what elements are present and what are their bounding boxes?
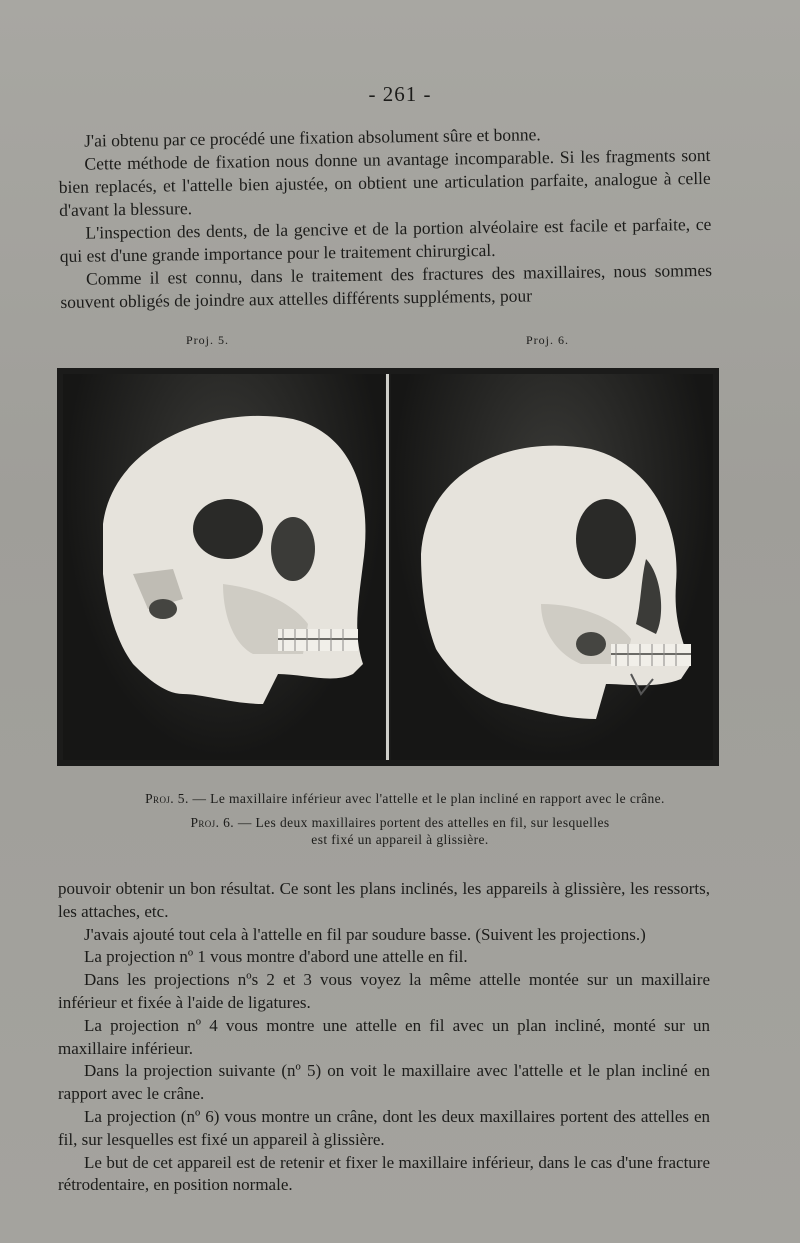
skull-photo-proj-5 — [63, 374, 385, 760]
paragraph: Comme il est connu, dans le traitement des fractures des maxillaires, nous sommes souvent obligés de joindre aux attelles différents suppléments, pour — [60, 259, 713, 312]
paragraph: La projection (nº 6) vous montre un crâne, dont les deux maxillaires portent des attelles en fil, sur lesquelles est fixé un appareil à glissière. — [58, 1106, 710, 1149]
figure-caption-6 — [190, 814, 610, 848]
paragraph: La projection nº 1 vous montre d'abord une attelle en fil. — [84, 947, 468, 967]
figure-label-left: Proj. 5. — [186, 333, 230, 347]
photo-divider — [386, 374, 389, 760]
bottom-text-block — [58, 878, 710, 1197]
page-number: - 261 - — [368, 82, 432, 106]
figure-caption-5 — [60, 790, 750, 807]
paragraph: J'avais ajouté tout cela à l'attelle en fil par soudure basse. (Suivent les projections.) — [84, 924, 646, 944]
skull-right-image — [391, 374, 713, 760]
top-text-block — [58, 121, 713, 314]
paragraph: Dans la projection suivante (nº 5) on voit le maxillaire avec l'attelle et le plan incliné en rapport avec le crâne. — [58, 1061, 710, 1104]
paragraph: Dans les projections nºs 2 et 3 vous voyez la même attelle montée sur un maxillaire inférieur et fixée à l'aide de ligatures. — [58, 970, 710, 1012]
caption-prefix: Proj. 5. — [145, 791, 189, 806]
paragraph: pouvoir obtenir un bon résultat. Ce sont les plans inclinés, les appareils à glissière, les ressorts, les attaches, etc. — [58, 879, 710, 921]
skull-photo-proj-6 — [391, 374, 713, 760]
figure-label-right: Proj. 6. — [526, 333, 570, 347]
caption-text: — Le maxillaire inférieur avec l'attelle et le plan incliné en rapport avec le crâne. — [188, 791, 665, 806]
paragraph: Cette méthode de fixation nous donne un avantage incomparable. Si les fragments sont bien replacés, et l'attelle bien ajustée, on obtient une articulation parfaite, analogue à celle d'avant la blessure. — [58, 144, 711, 220]
paragraph: L'inspection des dents, de la gencive et de la portion alvéolaire est facile et parfaite, ce qui est d'une grande importance pour le traitement chirurgical. — [59, 213, 712, 266]
paragraph: J'ai obtenu par ce procédé une fixation absolument sûre et bonne. — [84, 124, 541, 151]
caption-text: — Les deux maxillaires portent des attelles en fil, sur lesquelles est fixé un appareil à glissière. — [234, 815, 610, 847]
paragraph: Le but de cet appareil est de retenir et fixer le maxillaire inférieur, dans le cas d'une fracture rétrodentaire, en position normale. — [58, 1152, 710, 1195]
caption-prefix: Proj. 6. — [190, 815, 235, 830]
figure-photographs — [57, 368, 719, 766]
paragraph: La projection nº 4 vous montre une attelle en fil avec un plan incliné, monté sur un maxillaire inférieur. — [58, 1015, 710, 1058]
skull-left-image — [63, 374, 385, 760]
